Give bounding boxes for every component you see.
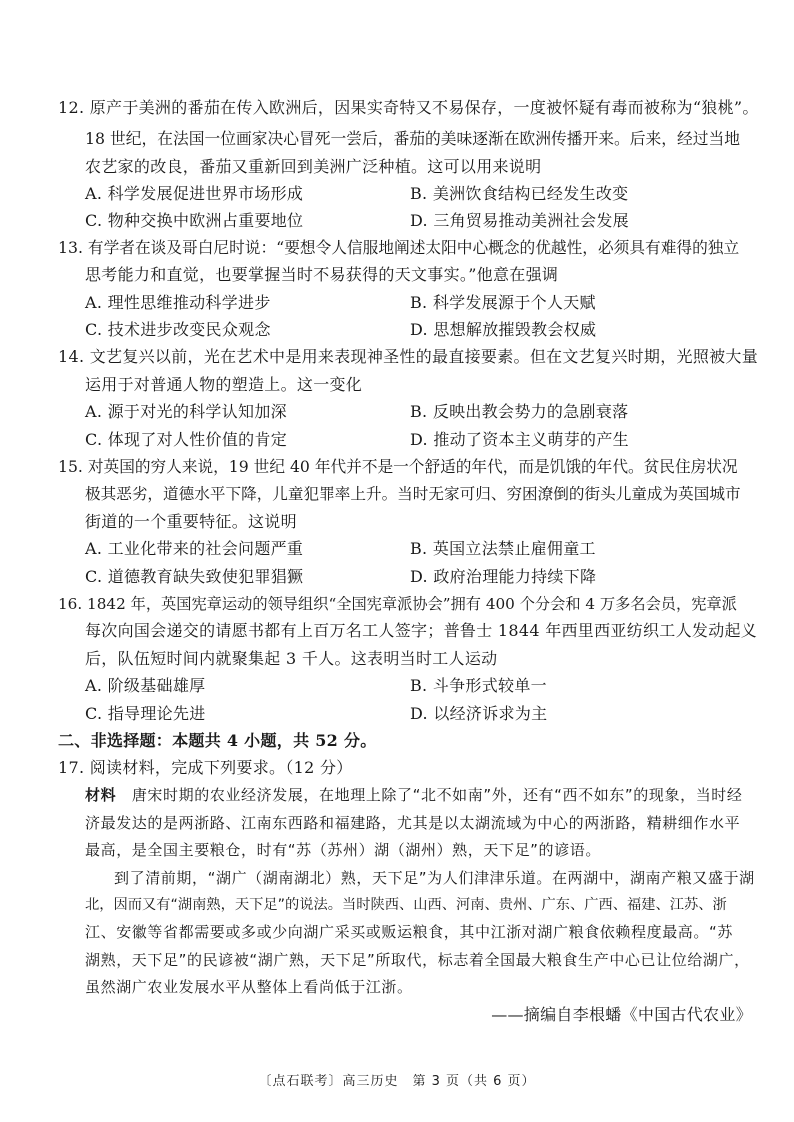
question-12-stem-line-1: 12. 原产于美洲的番茄在传入欧洲后，因果实奇特又不易保存，一度被怀疑有毒而被称为“狼桃”。 bbox=[58, 98, 759, 117]
page-footer: 〔点石联考〕高三历史 第 3 页（共 6 页） bbox=[258, 1074, 536, 1089]
question-16-option-a: A. 阶级基础雄厚 bbox=[85, 676, 206, 695]
question-13-option-c: C. 技术进步改变民众观念 bbox=[85, 320, 271, 339]
material-p1-l1-text: 唐宋时期的农业经济发展，在地理上除了“北不如南”外，还有“西不如东”的现象，当时经 bbox=[131, 786, 743, 804]
material-source: ——摘编自李根蟠《中国古代农业》 bbox=[491, 1005, 752, 1024]
material-paragraph-2-line-2: 北，因而又有“湖南熟，天下足”的说法。当时陕西、山西、河南、贵州、广东、广西、福建、江苏、浙 bbox=[85, 897, 727, 913]
question-15-option-d: D. 政府治理能力持续下降 bbox=[410, 567, 597, 586]
question-15-option-c: C. 道德教育缺失致使犯罪猖獗 bbox=[85, 567, 304, 586]
question-14-option-d: D. 推动了资本主义萌芽的产生 bbox=[410, 430, 629, 449]
question-13-option-d: D. 思想解放摧毁教会权威 bbox=[410, 320, 597, 339]
question-13-stem-line-1: 13. 有学者在谈及哥白尼时说：“要想令人信服地阐述太阳中心概念的优越性，必须具有难得的独立 bbox=[58, 238, 740, 257]
question-12-option-c: C. 物种交换中欧洲占重要地位 bbox=[85, 211, 304, 230]
question-12-stem-line-3: 农艺家的改良，番茄又重新回到美洲广泛种植。这可以用来说明 bbox=[85, 157, 542, 176]
question-14-stem-line-2: 运用于对普通人物的塑造上。这一变化 bbox=[85, 375, 363, 394]
question-14-option-c: C. 体现了对人性价值的肯定 bbox=[85, 430, 288, 449]
question-12-option-b: B. 美洲饮食结构已经发生改变 bbox=[410, 184, 629, 203]
material-paragraph-1-line-2: 济最发达的是两浙路、江南东西路和福建路，尤其是以太湖流域为中心的两浙路，精耕细作水平 bbox=[85, 814, 741, 832]
question-15-stem-line-2: 极其恶劣，道德水平下降，儿童犯罪率上升。当时无家可归、穷困潦倒的街头儿童成为英国城市 bbox=[85, 485, 741, 503]
question-12-stem-line-2: 18 世纪，在法国一位画家决心冒死一尝后，番茄的美味逐渐在欧洲传播开来。后来，经过当地 bbox=[85, 129, 741, 148]
material-paragraph-2-line-1: 到了清前期，“湖广（湖南湖北）熟，天下足”为人们津津乐道。在两湖中，湖南产粮又盛于湖 bbox=[114, 869, 755, 887]
question-15-option-a: A. 工业化带来的社会问题严重 bbox=[85, 539, 304, 558]
question-13-option-b: B. 科学发展源于个人天赋 bbox=[410, 293, 596, 312]
question-14-option-a: A. 源于对光的科学认知加深 bbox=[85, 402, 287, 421]
question-15-stem-line-1: 15. 对英国的穷人来说，19 世纪 40 年代并不是一个舒适的年代，而是饥饿的年代。贫民住房状况 bbox=[58, 457, 738, 476]
material-label: 材料 bbox=[85, 786, 117, 804]
question-14-option-b: B. 反映出教会势力的急剧衰落 bbox=[410, 402, 629, 421]
material-paragraph-1-line-3: 最高，是全国主要粮仓，时有“苏（苏州）湖（湖州）熟，天下足”的谚语。 bbox=[85, 841, 601, 859]
material-paragraph-2-line-5: 虽然湖广农业发展水平从整体上看尚低于江浙。 bbox=[85, 978, 413, 996]
question-16-stem-line-1: 16. 1842 年，英国宪章运动的领导组织“全国宪章派协会”拥有 400 个分会和 4 万多名会员，宪章派 bbox=[58, 595, 737, 613]
question-13-option-a: A. 理性思维推动科学进步 bbox=[85, 293, 271, 312]
material-paragraph-1-line-1 bbox=[85, 785, 743, 805]
question-16-option-d: D. 以经济诉求为主 bbox=[410, 704, 548, 723]
question-16-option-c: C. 指导理论先进 bbox=[85, 704, 206, 723]
material-paragraph-2-line-4: 湖熟，天下足”的民谚被“湖广熟，天下足”所取代，标志着全国最大粮食生产中心已让位给湖广， bbox=[85, 951, 750, 969]
question-17-stem: 17. 阅读材料，完成下列要求。（12 分） bbox=[58, 758, 353, 777]
question-12-option-d: D. 三角贸易推动美洲社会发展 bbox=[410, 211, 629, 230]
question-13-stem-line-2: 思考能力和直觉，也要掌握当时不易获得的天文事实。”他意在强调 bbox=[85, 265, 559, 284]
question-16-stem-line-2: 每次向国会递交的请愿书都有上百万名工人签字；普鲁士 1844 年西里西亚纺织工人发动起义 bbox=[85, 621, 758, 640]
question-15-stem-line-3: 街道的一个重要特征。这说明 bbox=[85, 512, 297, 531]
material-paragraph-2-line-3: 江、安徽等省都需要或多或少向湖广采买或贩运粮食，其中江浙对湖广粮食依赖程度最高。“苏 bbox=[85, 923, 733, 941]
question-16-stem-line-3: 后，队伍短时间内就聚集起 3 千人。这表明当时工人运动 bbox=[85, 649, 498, 668]
question-12-option-a: A. 科学发展促进世界市场形成 bbox=[85, 184, 304, 203]
question-15-option-b: B. 英国立法禁止雇佣童工 bbox=[410, 539, 596, 558]
question-16-option-b: B. 斗争形式较单一 bbox=[410, 676, 547, 695]
question-14-stem-line-1: 14. 文艺复兴以前，光在艺术中是用来表现神圣性的最直接要素。但在文艺复兴时期，光照被大量 bbox=[58, 347, 759, 366]
section-heading: 二、非选择题：本题共 4 小题，共 52 分。 bbox=[58, 731, 377, 750]
